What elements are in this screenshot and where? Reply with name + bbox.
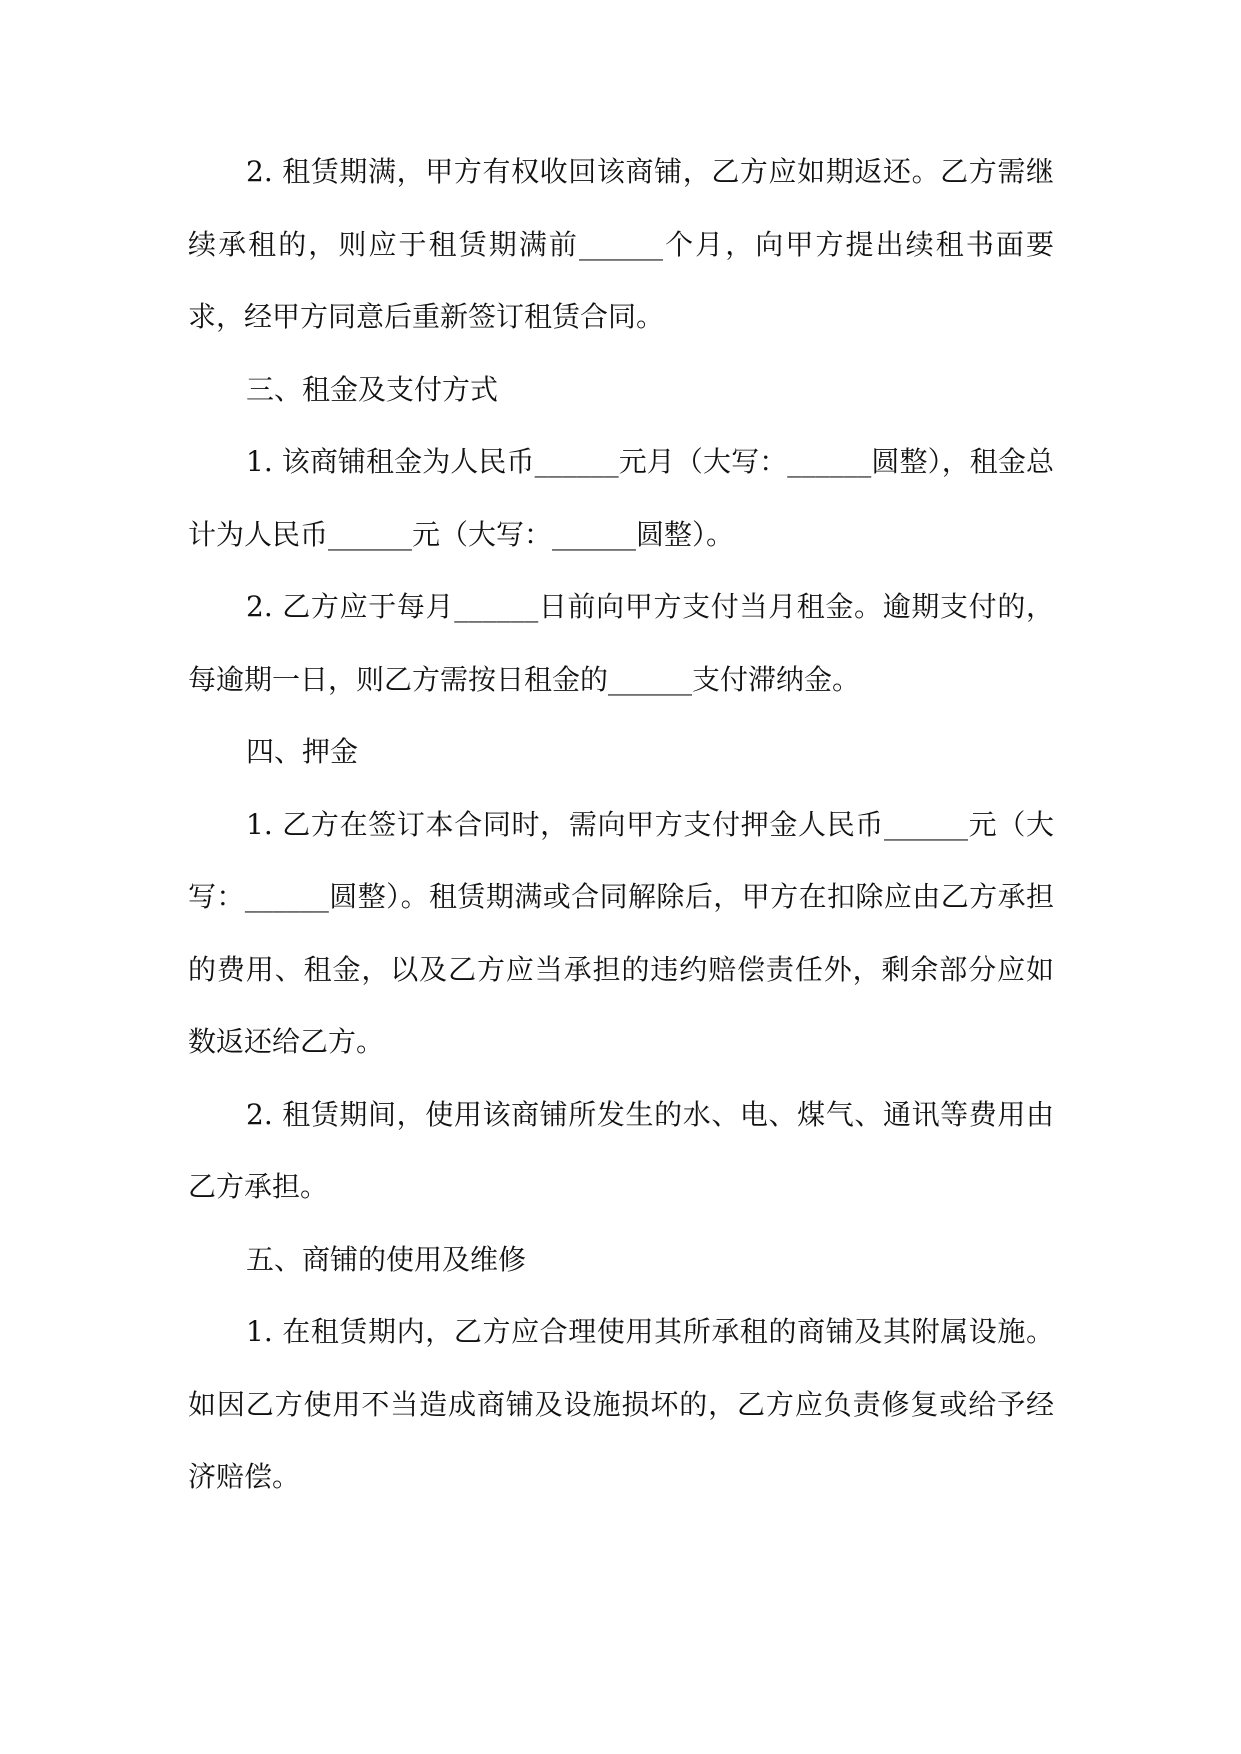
section-heading-rent: 三、租金及支付方式 (246, 372, 499, 406)
clause-1-rent-amount: 1. 该商铺租金为人民币______元月（大写：______圆整），租金总计为人民币______元（大写：______圆整）。 (188, 445, 1054, 551)
section-heading-deposit: 四、押金 (246, 735, 359, 768)
document-body (188, 136, 1054, 1514)
clause-1-deposit: 1. 乙方在签订本合同时，需向甲方支付押金人民币______元（大写：______圆整）。租赁期满或合同解除后，甲方在扣除应由乙方承担的费用、租金，以及乙方应当承担的违约赔偿责任外，剩余部分应如数返还给乙方。 (188, 807, 1054, 1058)
clause-1-use: 1. 在租赁期内，乙方应合理使用其所承租的商铺及其附属设施。如因乙方使用不当造成商铺及设施损坏的，乙方应负责修复或给予经济赔偿。 (188, 1315, 1054, 1493)
clause-2-rent-payment: 2. 乙方应于每月______日前向甲方支付当月租金。逾期支付的，每逾期一日，则乙方需按日租金的______支付滞纳金。 (188, 590, 1054, 696)
clause-2-utilities: 2. 租赁期间，使用该商铺所发生的水、电、煤气、通讯等费用由乙方承担。 (188, 1097, 1054, 1203)
section-heading-use-maintenance: 五、商铺的使用及维修 (246, 1242, 527, 1276)
clause-2-renewal: 2. 租赁期满，甲方有权收回该商铺，乙方应如期返还。乙方需继续承租的，则应于租赁期满前______个月，向甲方提出续租书面要求，经甲方同意后重新签订租赁合同。 (188, 155, 1054, 333)
